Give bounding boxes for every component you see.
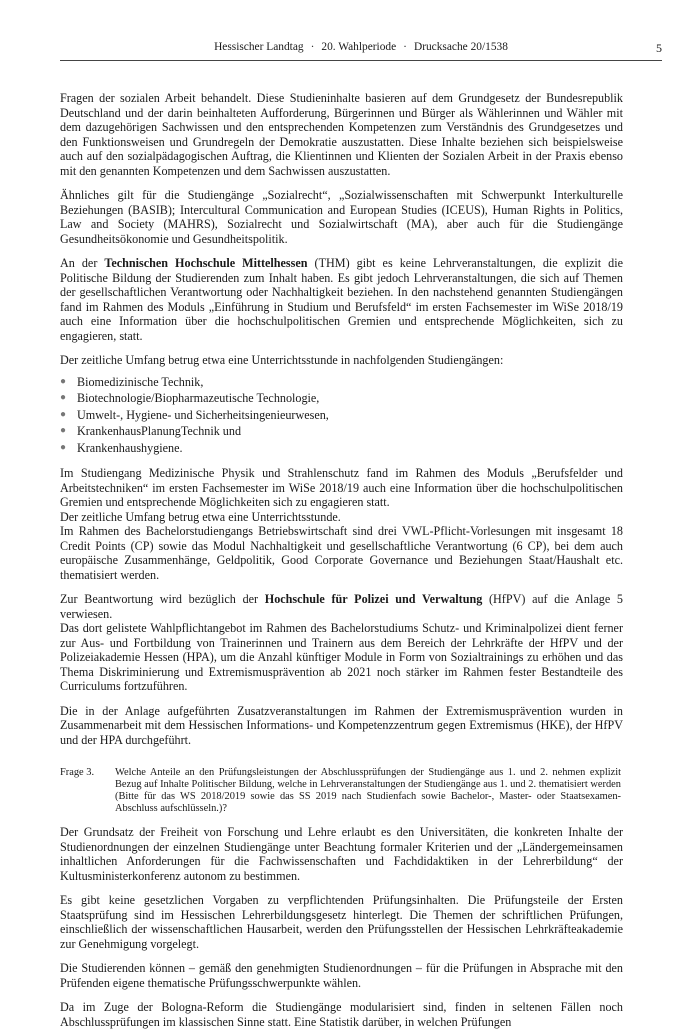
bullet-icon: ● <box>60 425 67 437</box>
paragraph <box>60 256 623 343</box>
paragraph <box>60 592 623 621</box>
paragraph: Der zeitliche Umfang betrug etwa eine Unterrichtsstunde. <box>60 509 341 524</box>
list-item-text: Biotechnologie/Biopharmazeutische Technologie, <box>77 391 320 406</box>
bullet-icon: ● <box>60 408 67 420</box>
list-item <box>60 374 623 391</box>
page-content <box>60 91 623 1029</box>
question-text: Welche Anteile an den Prüfungsleistungen der Abschlussprüfungen der Studiengänge aus 1. und 2. nehmen explizit Bezug auf Inhalte Politischer Bildung, welche in Lehrveranstaltungen der Studiengänge aus 1. und 2. thematisiert werden (Bitte für das WS 2018/2019 sowie das SS 2019 nach Studienfach sowie Bachelor-, Master- oder Staatsexamen-Abschluss aufschlüsseln.)? <box>115 767 621 815</box>
paragraph: Im Studiengang Medizinische Physik und Strahlenschutz fand im Rahmen des Moduls „Berufsfelder und Arbeitstechniken“ im ersten Fachsemester im WiSe 2018/19 auch eine Information über die hochschulpolitischen Gremien und entsprechende Möglichkeiten sich zu engagieren statt. <box>60 466 623 510</box>
header-separator: · <box>403 41 407 53</box>
paragraph: Der Grundsatz der Freiheit von Forschung und Lehre erlaubt es den Universitäten, die konkreten Inhalte der Studienordnungen der einzelnen Studiengänge unter Beachtung formaler Kriterien und der „Ländergemeinsamen inhaltlichen Anforderungen für die Fachwissenschaften und Fachdidaktiken in der Lehrerbildung“ der Kultusministerkonferenz autonom zu bestimmen. <box>60 825 623 883</box>
paragraph: Ähnliches gilt für die Studiengänge „Sozialrecht“, „Sozialwissenschaften mit Schwerpunkt Interkulturelle Beziehungen (BASIB); Intercultural Communication and European Studies (ICEUS), Human Rights in Politics, Law and Society (MAHRS), Sozialrecht und Sozialwirtschaft (MA), aber auch für die Studiengänge Gesundheitsökonomie und Gesundheitspolitik. <box>60 188 623 246</box>
question-label: Frage 3. <box>60 767 95 779</box>
paragraph: Da im Zuge der Bologna-Reform die Studiengänge modularisiert sind, finden in seltenen Fällen noch Abschlussprüfungen im klassischen Sinne statt. Eine Statistik darüber, in welchen Prüfungen <box>60 1000 623 1029</box>
list-item <box>60 440 623 457</box>
header-center <box>60 41 662 53</box>
page-header <box>60 41 662 58</box>
list-item-text: Krankenhaushygiene. <box>77 440 183 455</box>
list-item <box>60 407 623 424</box>
header-parliament: Hessischer Landtag <box>214 41 304 53</box>
bullet-icon: ● <box>60 375 67 387</box>
study-program-list <box>60 374 623 457</box>
list-item-text: Umwelt-, Hygiene- und Sicherheitsingenieurwesen, <box>77 407 329 422</box>
paragraph: Das dort gelistete Wahlpflichtangebot im Rahmen des Bachelorstudiums Schutz- und Kriminalpolizei dient ferner zur Aus- und Fortbildung von Trainerinnen und Trainern aus dem Bereich der Lehrkräfte der HfPV und der Polizeiakademie Hessen (HPA), um die Anzahl künftiger Module in Form von Sozialtrainings zu erhöhen und das Thema Diskriminierung und Extremismusprävention ab 2021 noch stärker im Rahmen fester Bestandteile des Curriculums fortzuführen. <box>60 621 623 694</box>
paragraph: Die Studierenden können – gemäß den genehmigten Studienordnungen – für die Prüfungen in Absprache mit den Prüfenden eigene thematische Prüfungsschwerpunkte wählen. <box>60 961 623 990</box>
paragraph: Der zeitliche Umfang betrug etwa eine Unterrichtsstunde in nachfolgenden Studiengängen: <box>60 353 504 367</box>
paragraph: Die in der Anlage aufgeführten Zusatzveranstaltungen im Rahmen der Extremismusprävention wurden in Zusammenarbeit mit dem Hessischen Informations- und Kompetenzzentrum gegen Extremismus (HKE), der HfPV und der HPA durchgeführt. <box>60 703 623 747</box>
list-item <box>60 423 623 440</box>
bullet-icon: ● <box>60 392 67 404</box>
header-document-number: Drucksache 20/1538 <box>413 41 508 53</box>
paragraph: Fragen der sozialen Arbeit behandelt. Diese Studieninhalte basieren auf dem Grundgesetz der Bundesrepublik Deutschland und der darin beinhalteten Aufforderung, Bürgerinnen und Bürger als Wählerinnen und Wähler mit dem dazugehörigen Sachwissen und den entsprechenden Kompetenzen zum Verständnis des Grundgesetzes und den Funktionsweisen und Grundregeln der Demokratie auszustatten. Diese Inhalte beziehen sich beispielsweise auch auf den sozialpädagogischen Auftrag, die Klientinnen und Klienten der Sozialen Arbeit in der Praxis ebenso mit den genannten Kompetenzen und dem Sachwissen auszustatten. <box>60 91 623 178</box>
header-period: 20. Wahlperiode <box>321 41 397 53</box>
page-number: 5 <box>656 41 662 55</box>
bold-institution-name: Hochschule für Polizei und Verwaltung <box>264 592 489 607</box>
text-run: An der <box>60 256 105 270</box>
text-run: (HfPV) auf die Anlage 5 verwiesen. <box>60 592 623 621</box>
header-rule <box>60 60 662 61</box>
bullet-icon: ● <box>60 441 67 453</box>
bold-institution-name: Technischen Hochschule Mittelhessen <box>104 256 308 270</box>
text-run: (THM) gibt es keine Lehrveranstaltungen, die explizit die Politische Bildung der Studierenden zum Inhalt haben. Es gibt jedoch Lehrveranstaltungen, die sich auf Themen der gesellschaftlichen Verantwortung oder Nachhaltigkeit beziehen. In den nachstehend genannten Studiengängen fand im Rahmen des Moduls „Einführung in Studium und Berufsfeld“ im ersten Fachsemester im WiSe 2018/19 auch eine Information über die hochschulpolitischen Gremien und entsprechende Möglichkeiten, sich zu engagieren, statt. <box>60 256 623 343</box>
list-item <box>60 390 623 407</box>
list-item-text: KrankenhausPlanungTechnik und <box>77 424 242 439</box>
paragraph: Es gibt keine gesetzlichen Vorgaben zu verpflichtenden Prüfungsinhalten. Die Prüfungsteile der Ersten Staatsprüfung sind im Hessischen Lehrerbildungsgesetz hinterlegt. Die Themen der schriftlichen Prüfungen, einschließlich der wissenschaftlichen Hausarbeit, werden den Prüfungsstellen der Hessischen Lehrkräfteakademie zur Genehmigung vorgelegt. <box>60 893 623 951</box>
header-separator: · <box>310 41 315 53</box>
question-block <box>60 767 623 815</box>
paragraph: Im Rahmen des Bachelorstudiengangs Betriebswirtschaft sind drei VWL-Pflicht-Vorlesungen mit insgesamt 18 Credit Points (CP) sowie das Modul Nachhaltigkeit und gesellschaftliche Verantwortung (6 CP), bei dem auch europäische Zusammenhänge, Geldpolitik, Good Corporate Governance und Beziehungen Staat/Haushalt etc. thematisiert werden. <box>60 524 623 582</box>
list-item-text: Biomedizinische Technik, <box>77 374 204 389</box>
text-run: Zur Beantwortung wird bezüglich der <box>60 592 265 607</box>
